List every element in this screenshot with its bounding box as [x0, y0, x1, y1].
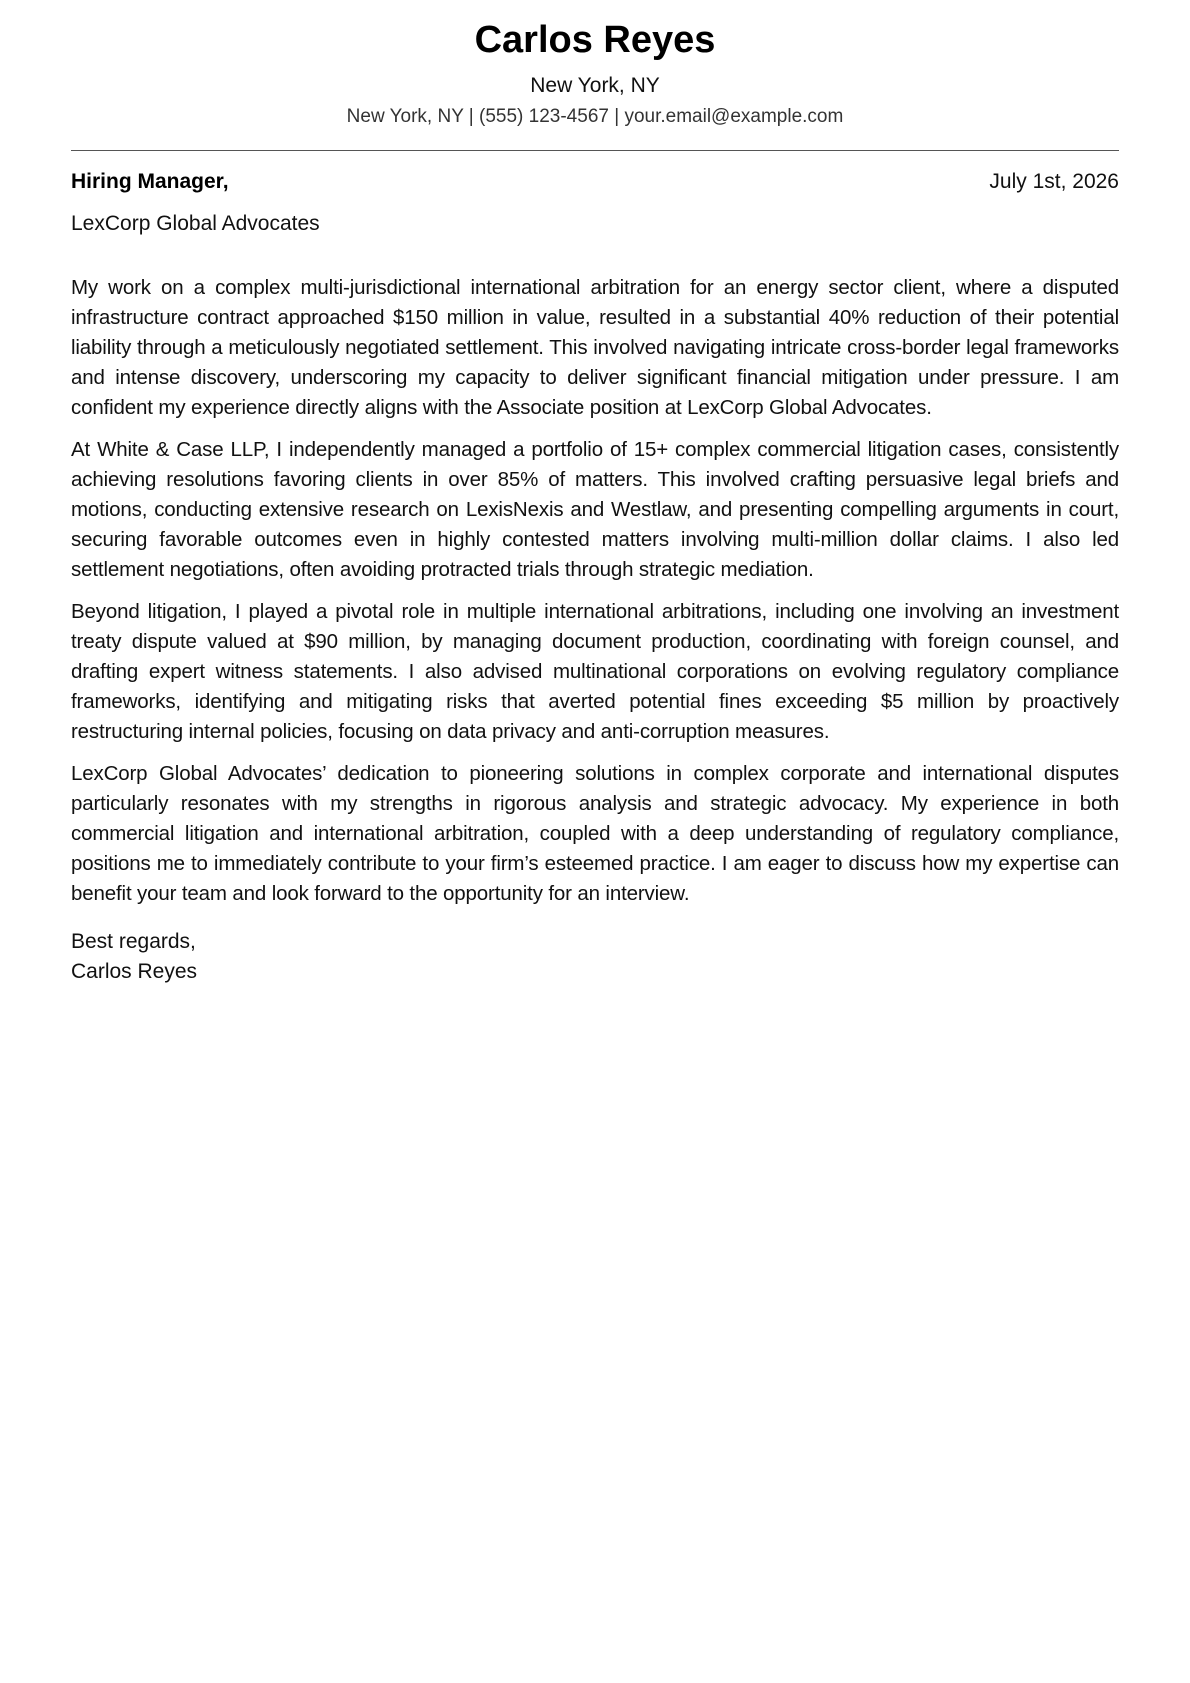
body-paragraph-3: Beyond litigation, I played a pivotal role in multiple international arbitrations, including one involving an investment treaty dispute valued at $90 million, by managing document production, coordinating with foreign counsel, and drafting expert witness statements. I also advised multinational corporations on evolving regulatory compliance frameworks, identifying and mitigating risks that averted potential fines exceeding $5 million by proactively restructuring internal policies, focusing on data privacy and anti-corruption measures. [71, 600, 1119, 743]
contact-line: New York, NY | (555) 123-4567 | your.email@example.com [346, 106, 844, 127]
recipient-date-row [71, 167, 1119, 197]
applicant-name: Carlos Reyes [474, 19, 716, 61]
closing-phrase: Best regards, [71, 930, 196, 953]
letter-body [71, 273, 1119, 909]
letter-closing [71, 927, 1119, 987]
letter-header [71, 0, 1119, 130]
body-paragraph-2: At White & Case LLP, I independently managed a portfolio of 15+ complex commercial litigation cases, consistently achieving resolutions favoring clients in over 85% of matters. This involved crafting persuasive legal briefs and motions, conducting extensive research on LexisNexis and Westlaw, and presenting compelling arguments in court, securing favorable outcomes even in highly contested matters involving multi-million dollar claims. I also led settlement negotiations, often avoiding protracted trials through strategic mediation. [71, 438, 1119, 581]
applicant-location: New York, NY [530, 74, 660, 97]
header-divider [71, 150, 1119, 151]
body-paragraph-1: My work on a complex multi-jurisdictional international arbitration for an energy sector client, where a disputed infrastructure contract approached $150 million in value, resulted in a substantial 40% reduction of their potential liability through a meticulously negotiated settlement. This involved navigating intricate cross-border legal frameworks and intense discovery, underscoring my capacity to deliver significant financial mitigation under pressure. I am confident my experience directly aligns with the Associate position at LexCorp Global Advocates. [71, 276, 1119, 419]
company-name: LexCorp Global Advocates [71, 212, 320, 235]
recipient-salutation: Hiring Manager, [71, 170, 229, 193]
body-paragraph-4: LexCorp Global Advocates’ dedication to pioneering solutions in complex corporate and international disputes particularly resonates with my strengths in rigorous analysis and strategic advocacy. My experience in both commercial litigation and international arbitration, coupled with a deep understanding of regulatory compliance, positions me to immediately contribute to your firm’s esteemed practice. I am eager to discuss how my expertise can benefit your team and look forward to the opportunity for an interview. [71, 762, 1119, 905]
signature-name: Carlos Reyes [71, 960, 198, 983]
letter-date: July 1st, 2026 [989, 170, 1119, 193]
